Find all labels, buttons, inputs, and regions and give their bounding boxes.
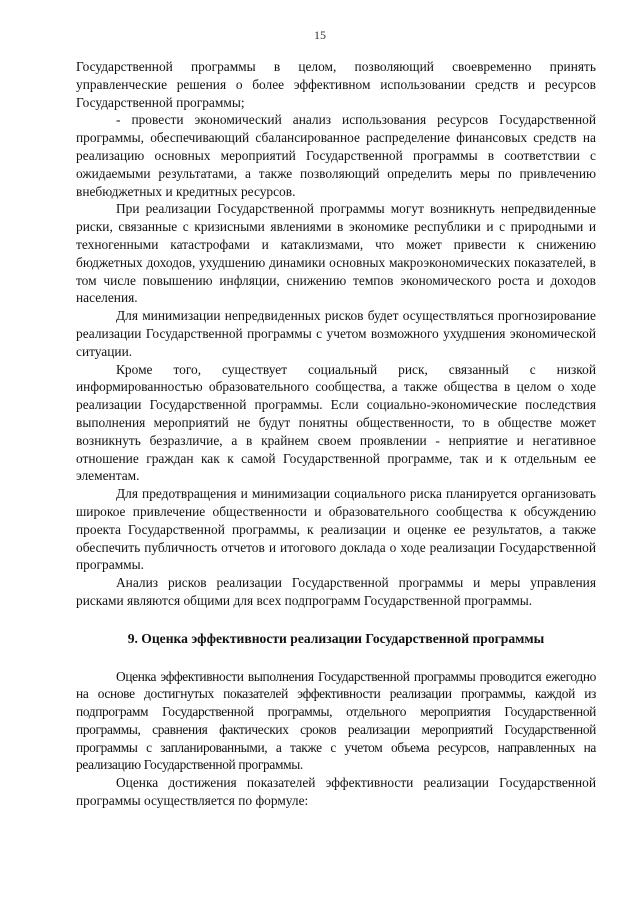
section-heading: 9. Оценка эффективности реализации Государственной программы [127,630,545,646]
paragraph-social-risk: Кроме того, существует социальный риск, связанный с низкой информированностью образовательного сообщества, а также общества в целом о ходе реализации Государственной программы. Если социально-экономические последствия выполнения мероприятий не будут понятны общественности, то в обществе может возникнуть безразличие, а в крайнем своем проявлении - неприятие и негативное отношение граждан как к самой Государственной программе, так и к отдельным ее элементам. [76,361,596,484]
paragraph-economic-analysis: - провести экономический анализ использования ресурсов Государственной программы, обеспечивающий сбалансированное распределение финансовых средств на реализацию основных мероприятий Государственной программы в соответствии с ожидаемыми результатами, а также позволяющий определить меры по привлечению внебюджетных и кредитных ресурсов. [76,112,596,199]
paragraph-risk-minimization: Для минимизации непредвиденных рисков будет осуществляться прогнозирование реализации Государственной программы с учетом возможного ухудшения экономической ситуации. [76,308,596,359]
page-number: 15 [314,28,326,42]
paragraph-unforeseen-risks: При реализации Государственной программы могут возникнуть непредвиденные риски, связанные с кризисными явлениями в экономике республики и с природными и техногенными катастрофами и катаклизмами, что может привести к снижению бюджетных доходов, ухудшению динамики основных макроэкономических показателей, в том числе повышению инфляции, снижению темпов экономического роста и доходов населения. [76,201,596,306]
paragraph-risk-analysis: Анализ рисков реализации Государственной программы и меры управления рисками являются общими для всех подпрограмм Государственной программы. [76,575,596,608]
paragraph-continuation: Государственной программы в целом, позволяющий своевременно принять управленческие решения о более эффективном использовании средств и ресурсов Государственной программы; [76,59,596,110]
paragraph-efficiency-evaluation: Оценка эффективности выполнения Государственной программы проводится ежегодно на основе достигнутых показателей эффективности реализации программы, каждой из подпрограмм Государственной программы, отдельного мероприятия Государственной программы, сравнения фактических сроков реализации мероприятий Государственной программы с запланированными, а также с учетом объема ресурсов, направленных на реализацию Государственной программы. [76,668,596,773]
paragraph-formula-intro: Оценка достижения показателей эффективности реализации Государственной программы осуществляется по формуле: [76,775,596,809]
page-content [76,58,596,810]
paragraph-social-risk-prevention: Для предотвращения и минимизации социального риска планируется организовать широкое привлечение общественности и образовательного сообщества к обсуждению проекта Государственной программы, к реализации и оценке ее результатов, а также обеспечить публичность отчетов и итогового доклада о ходе реализации Государственной программы. [76,486,596,573]
